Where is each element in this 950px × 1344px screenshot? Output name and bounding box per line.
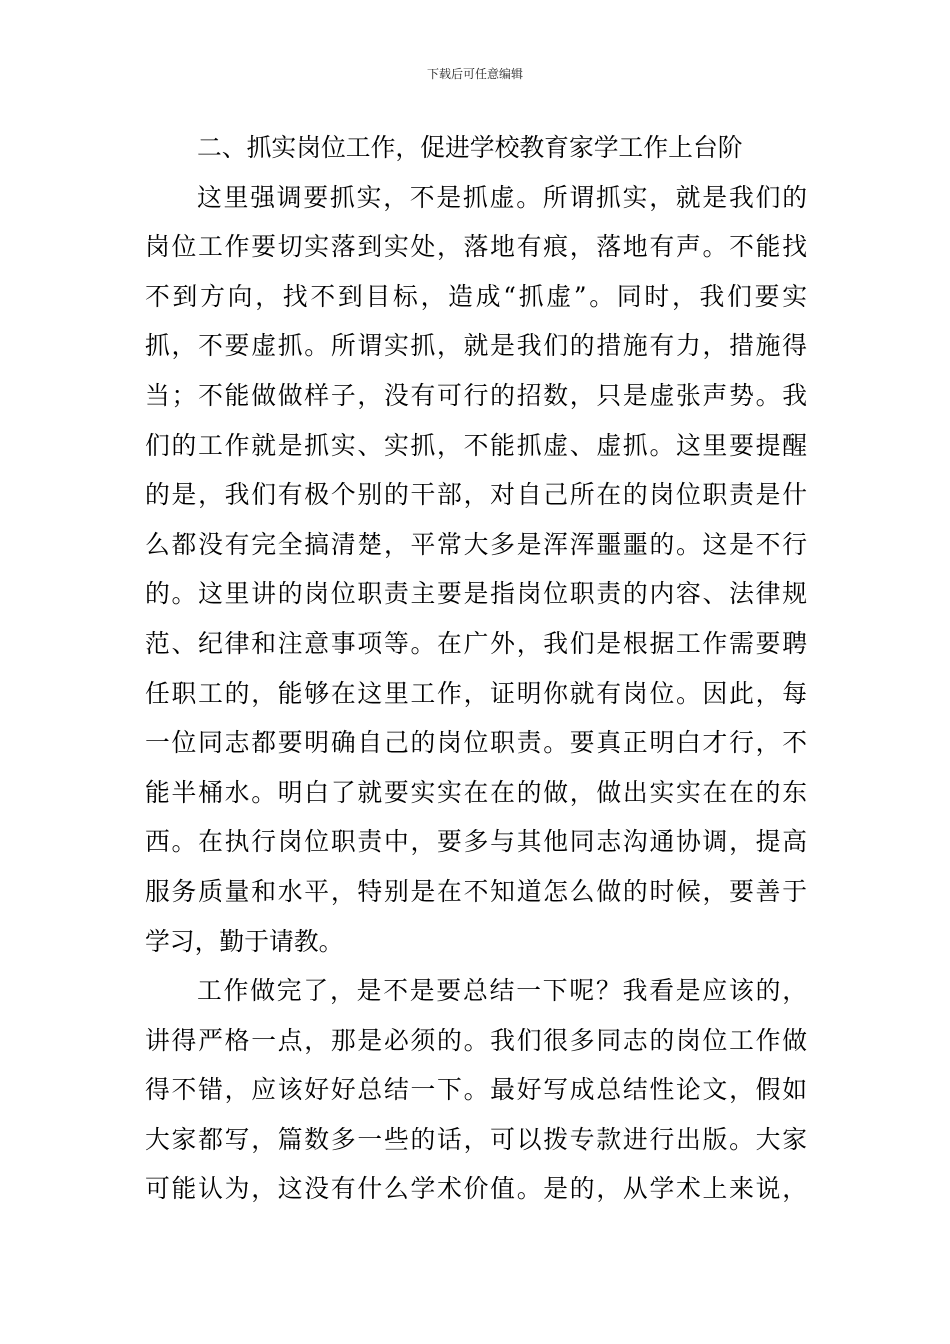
paragraph-line: 西。在执行岗位职责中，要多与其他同志沟通协调，提高 [145, 827, 807, 857]
paragraph-line: 当；不能做做样子，没有可行的招数，只是虚张声势。我 [145, 380, 807, 410]
paragraph-line: 工作做完了，是不是要总结一下呢？我看是应该的， [197, 976, 807, 1006]
paragraph-line: 大家都写，篇数多一些的话，可以拨专款进行出版。大家 [145, 1124, 807, 1154]
paragraph-line: 么都没有完全搞清楚，平常大多是浑浑噩噩的。这是不行 [145, 529, 807, 559]
paragraph-line: 的。这里讲的岗位职责主要是指岗位职责的内容、法律规 [145, 579, 807, 609]
paragraph-line: 服务质量和水平，特别是在不知道怎么做的时候，要善于 [145, 876, 807, 906]
paragraph-line: 学习，勤于请教。 [145, 926, 344, 956]
paragraph-line: 不到方向，找不到目标，造成“抓虚”。同时，我们要实 [145, 281, 807, 311]
header-note: 下载后可任意编辑 [426, 67, 523, 81]
paragraph-line: 能半桶水。明白了就要实实在在的做，做出实实在在的东 [145, 777, 807, 807]
paragraph-line: 讲得严格一点，那是必须的。我们很多同志的岗位工作做 [145, 1025, 807, 1055]
paragraph-line: 范、纪律和注意事项等。在广外，我们是根据工作需要聘 [145, 628, 807, 658]
paragraph-line: 这里强调要抓实，不是抓虚。所谓抓实，就是我们的 [197, 182, 807, 212]
paragraph-line: 抓，不要虚抓。所谓实抓，就是我们的措施有力，措施得 [145, 331, 807, 361]
document-body [145, 123, 807, 1214]
paragraph-line: 可能认为，这没有什么学术价值。是的，从学术上来说， [145, 1174, 807, 1204]
paragraph-1 [145, 173, 807, 967]
paragraph-line: 得不错，应该好好总结一下。最好写成总结性论文，假如 [145, 1075, 807, 1105]
paragraph-2 [145, 966, 807, 1214]
paragraph-line: 任职工的，能够在这里工作，证明你就有岗位。因此，每 [145, 678, 807, 708]
paragraph-line: 一位同志都要明确自己的岗位职责。要真正明白才行，不 [145, 728, 807, 758]
paragraph-line: 们的工作就是抓实、实抓，不能抓虚、虚抓。这里要提醒 [145, 430, 807, 460]
paragraph-line: 岗位工作要切实落到实处，落地有痕，落地有声。不能找 [145, 232, 807, 262]
section-heading: 二、抓实岗位工作，促进学校教育家学工作上台阶 [197, 133, 743, 162]
paragraph-line: 的是，我们有极个别的干部，对自己所在的岗位职责是什 [145, 480, 807, 510]
